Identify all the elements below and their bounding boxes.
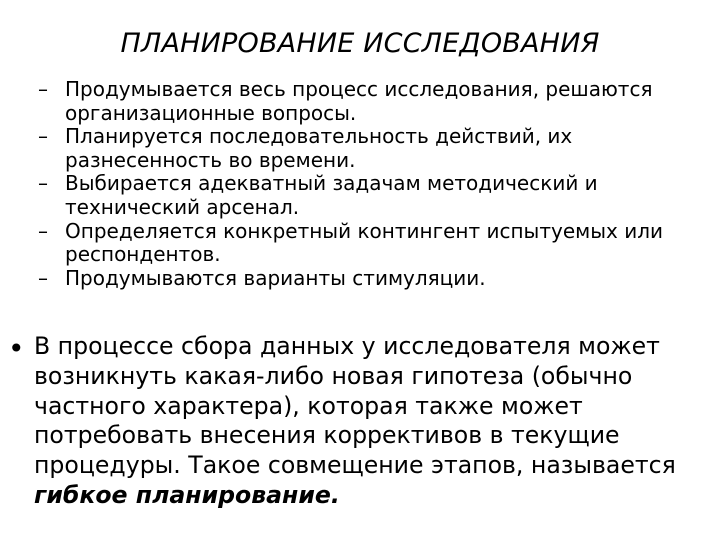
list-item-line: технический арсенал.	[65, 194, 300, 219]
main-bullet-paragraph	[8, 332, 708, 511]
dash-marker: –	[38, 171, 48, 196]
paragraph-line-last	[34, 481, 708, 511]
list-item	[38, 172, 698, 219]
sub-item-list	[38, 78, 698, 290]
slide-title: ПЛАНИРОВАНИЕ ИССЛЕДОВАНИЯ	[120, 28, 600, 59]
dash-marker: –	[38, 77, 48, 101]
list-item-line: Продумываются варианты стимуляции.	[65, 265, 486, 290]
list-item-line: разнесенность во времени.	[65, 147, 356, 172]
dash-marker: –	[38, 124, 48, 149]
list-item-line: Выбирается адекватный задачам методический и	[65, 171, 598, 196]
list-item-line: Продумывается весь процесс исследования, решаются	[65, 77, 653, 101]
emphasized-term: гибкое планирование	[34, 480, 331, 509]
bullet-icon: •	[8, 332, 25, 365]
paragraph-line: В процессе сбора данных у исследователя может	[34, 332, 660, 360]
paragraph-line: потребовать внесения коррективов в текущие	[34, 421, 620, 450]
list-item	[38, 267, 698, 291]
list-item-line: организационные вопросы.	[65, 100, 357, 125]
emphasis-tail: .	[330, 480, 340, 509]
paragraph-line: возникнуть какая-либо новая гипотеза (обычно	[34, 361, 633, 390]
dash-marker: –	[38, 265, 48, 290]
list-item	[38, 220, 698, 267]
dash-marker: –	[38, 218, 48, 243]
paragraph-line: частного характера), которая также может	[34, 391, 583, 420]
paragraph-text	[34, 332, 708, 511]
list-item-line: Планируется последовательность действий, их	[65, 124, 573, 149]
list-item	[38, 78, 698, 125]
list-item-line: Определяется конкретный контингент испытуемых или	[65, 218, 663, 243]
list-item	[38, 125, 698, 172]
paragraph-line: процедуры. Такое совмещение этапов, называется	[34, 451, 676, 480]
list-item-line: респондентов.	[65, 242, 221, 267]
